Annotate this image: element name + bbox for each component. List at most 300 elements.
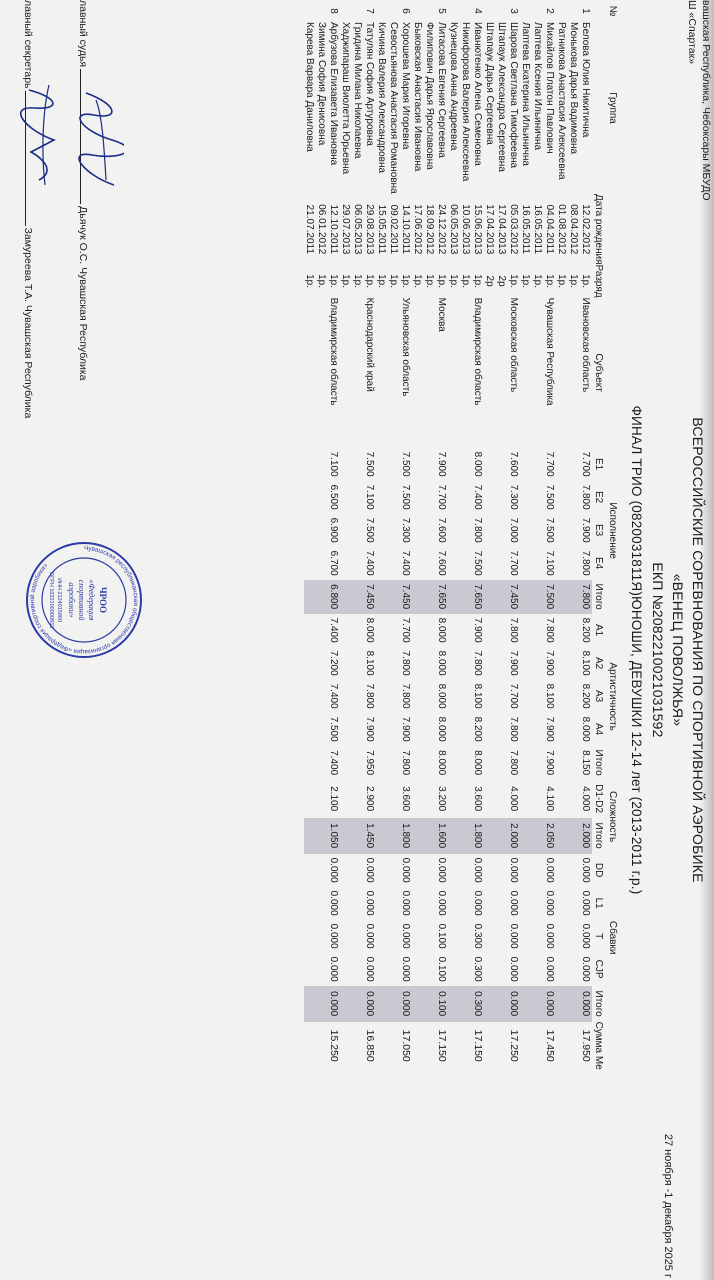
empty-cell xyxy=(388,746,400,780)
empty-cell xyxy=(304,920,316,953)
empty-cell xyxy=(376,647,388,680)
team-subject: Владимирская область xyxy=(328,297,340,406)
athlete-rank: 1р. xyxy=(340,274,352,289)
empty-cell xyxy=(460,986,472,1022)
empty-cell xyxy=(304,481,316,514)
empty-cell xyxy=(304,514,316,547)
empty-cell xyxy=(304,854,316,887)
empty-cell xyxy=(340,1022,352,1070)
empty-cell xyxy=(424,647,436,680)
exec-score: 7.600 xyxy=(508,451,520,477)
empty-cell xyxy=(484,647,496,680)
empty-cell xyxy=(316,0,328,22)
deduction-t: 0.000 xyxy=(544,923,556,949)
empty-cell xyxy=(520,298,532,448)
deduction-t: 0.000 xyxy=(508,923,520,949)
exec-score: 7.800 xyxy=(580,550,592,576)
deduction-total: 0.000 xyxy=(364,986,376,1022)
empty-cell xyxy=(316,580,328,614)
empty-cell xyxy=(376,0,388,22)
team-number: 1 xyxy=(580,8,592,14)
empty-cell xyxy=(568,780,580,818)
empty-cell xyxy=(556,818,568,854)
empty-cell xyxy=(388,887,400,920)
diff-group-header: Сложность xyxy=(607,791,619,843)
header-row-groups xyxy=(606,0,620,1070)
empty-cell xyxy=(412,647,424,680)
table-row xyxy=(376,0,388,1070)
table-row xyxy=(556,0,568,1070)
empty-cell xyxy=(412,780,424,818)
chief-secretary-name: Замуреева Т.А. Чувашская Республика xyxy=(22,227,34,419)
empty-cell xyxy=(340,818,352,854)
exec-score: 7.700 xyxy=(508,550,520,576)
athlete-rank: 1р. xyxy=(412,274,424,289)
empty-cell xyxy=(316,614,328,647)
table-row xyxy=(400,0,412,1070)
empty-cell xyxy=(448,547,460,580)
empty-cell xyxy=(556,746,568,780)
empty-cell xyxy=(352,680,364,713)
athlete-name: Штапаук Александра Сергеевна xyxy=(496,22,508,172)
empty-cell xyxy=(484,713,496,746)
chief-secretary-label: лавный секретарь xyxy=(22,0,34,89)
difficulty-total: 2.050 xyxy=(544,818,556,854)
art-score: 8.100 xyxy=(472,683,484,709)
exec-score: 6.900 xyxy=(328,517,340,543)
empty-cell xyxy=(496,887,508,920)
empty-cell xyxy=(448,780,460,818)
art-score: 7.800 xyxy=(400,650,412,676)
empty-cell xyxy=(556,986,568,1022)
table-row xyxy=(484,0,496,1070)
empty-cell xyxy=(484,0,496,22)
empty-cell xyxy=(424,953,436,986)
empty-cell xyxy=(532,481,544,514)
deduction-cjp: 0.000 xyxy=(400,956,412,982)
art-score: 7.800 xyxy=(364,683,376,709)
empty-cell xyxy=(304,680,316,713)
empty-cell xyxy=(556,481,568,514)
empty-cell xyxy=(460,818,472,854)
empty-cell xyxy=(532,514,544,547)
art-total: 7.900 xyxy=(544,750,556,776)
empty-cell xyxy=(424,580,436,614)
empty-cell xyxy=(376,680,388,713)
art-score: 8.000 xyxy=(580,716,592,742)
athlete-rank: 2р xyxy=(496,275,508,287)
empty-cell xyxy=(520,920,532,953)
empty-cell xyxy=(376,448,388,481)
sub-diff-total: Итого xyxy=(593,822,605,849)
empty-cell xyxy=(484,614,496,647)
empty-cell xyxy=(460,953,472,986)
athlete-name: Кичина Валерия Александровна xyxy=(376,22,388,174)
empty-cell xyxy=(520,854,532,887)
empty-cell xyxy=(520,780,532,818)
team-sum: 17.050 xyxy=(400,1029,413,1062)
empty-cell xyxy=(532,647,544,680)
empty-cell xyxy=(304,746,316,780)
table-row xyxy=(508,0,520,1070)
empty-cell xyxy=(520,713,532,746)
empty-cell xyxy=(460,298,472,448)
deduction-l1: 0.000 xyxy=(436,890,448,916)
empty-cell xyxy=(496,647,508,680)
empty-cell xyxy=(352,854,364,887)
exec-score: 7.600 xyxy=(436,550,448,576)
empty-cell xyxy=(484,746,496,780)
empty-cell xyxy=(388,953,400,986)
empty-cell xyxy=(520,614,532,647)
competition-title: ВСЕРОССИЙСКИЕ СОРЕВНОВАНИЯ ПО СПОРТИВНОЙ АЭРОБИКЕ xyxy=(690,417,706,883)
empty-cell xyxy=(304,547,316,580)
sub-a4: A4 xyxy=(593,723,605,736)
athlete-rank: 2р xyxy=(484,275,496,287)
deduction-total: 0.100 xyxy=(436,986,448,1022)
empty-cell xyxy=(424,780,436,818)
empty-cell xyxy=(568,986,580,1022)
art-score: 7.400 xyxy=(328,683,340,709)
deduction-t: 0.100 xyxy=(436,923,448,949)
empty-cell xyxy=(520,580,532,614)
team-number: 7 xyxy=(364,8,376,14)
athlete-name: Белова Юлия Никитична xyxy=(580,22,592,138)
athlete-name: Монькова Дарья Вадимовна xyxy=(568,22,580,155)
athlete-birth-date: 29.08.2013 xyxy=(364,204,376,255)
empty-cell xyxy=(376,986,388,1022)
exec-score: 7.500 xyxy=(400,451,412,477)
art-score: 8.200 xyxy=(580,617,592,643)
art-score: 8.100 xyxy=(364,650,376,676)
empty-cell xyxy=(532,818,544,854)
team-number: 3 xyxy=(508,8,520,14)
empty-cell xyxy=(556,298,568,448)
empty-cell xyxy=(304,580,316,614)
athlete-rank: 1р. xyxy=(520,274,532,289)
empty-cell xyxy=(388,1022,400,1070)
table-row xyxy=(328,0,340,1070)
difficulty-d1d2: 4.000 xyxy=(508,786,520,812)
empty-cell xyxy=(556,1022,568,1070)
signatures-block xyxy=(19,0,129,900)
empty-cell xyxy=(352,887,364,920)
exec-group-header: Исполнение xyxy=(607,502,619,559)
table-row xyxy=(364,0,376,1070)
empty-cell xyxy=(316,854,328,887)
athlete-birth-date: 16.05.2011 xyxy=(532,204,544,254)
col-subject-label: Субъект xyxy=(593,353,605,392)
header-row-sub xyxy=(592,0,606,1070)
athlete-birth-date: 06.05.2013 xyxy=(448,204,460,255)
deduction-cjp: 0.100 xyxy=(436,956,448,982)
empty-cell xyxy=(448,298,460,448)
athlete-birth-date: 16.05.2011 xyxy=(520,204,532,254)
sub-a2: A2 xyxy=(593,657,605,670)
exec-score: 7.100 xyxy=(544,550,556,576)
athlete-name: Севостьянова Анастасия Романовна xyxy=(388,22,400,194)
empty-cell xyxy=(316,746,328,780)
empty-cell xyxy=(376,780,388,818)
table-row xyxy=(460,0,472,1070)
empty-cell xyxy=(568,713,580,746)
col-sum-label: Сумма Ме xyxy=(593,1021,605,1070)
table-row xyxy=(412,0,424,1070)
deduction-l1: 0.000 xyxy=(508,890,520,916)
empty-cell xyxy=(340,0,352,22)
empty-cell xyxy=(304,298,316,448)
empty-cell xyxy=(568,1022,580,1070)
deduction-l1: 0.000 xyxy=(544,890,556,916)
event-title: ФИНАЛ ТРИО (0820031811Я)ЮНОШИ, ДЕВУШКИ 12-14 лет (2013-2011 г.р.) xyxy=(629,405,644,895)
table-row xyxy=(544,0,556,1070)
empty-cell xyxy=(424,854,436,887)
empty-cell xyxy=(484,986,496,1022)
art-total: 8.000 xyxy=(472,750,484,776)
empty-cell xyxy=(496,1022,508,1070)
exec-total: 7.500 xyxy=(544,580,556,614)
art-score: 7.900 xyxy=(544,650,556,676)
athlete-rank: 1р. xyxy=(316,274,328,289)
art-score: 7.900 xyxy=(400,716,412,742)
athlete-name: Михайлов Платон Павлович xyxy=(544,22,556,154)
empty-cell xyxy=(412,680,424,713)
empty-cell xyxy=(304,647,316,680)
athlete-birth-date: 06.05.2013 xyxy=(352,204,364,255)
team-sum: 16.850 xyxy=(364,1029,377,1062)
empty-cell xyxy=(460,920,472,953)
sub-e2: E2 xyxy=(593,491,605,504)
exec-score: 7.800 xyxy=(472,517,484,543)
competition-name: «ВЕНЕЦ ПОВОЛЖЬЯ» xyxy=(670,573,686,727)
empty-cell xyxy=(532,887,544,920)
deduction-total: 0.000 xyxy=(508,986,520,1022)
art-score: 8.200 xyxy=(580,683,592,709)
empty-cell xyxy=(424,481,436,514)
col-birth-header xyxy=(606,194,620,265)
empty-cell xyxy=(424,887,436,920)
athlete-rank: 1р. xyxy=(556,274,568,289)
art-score: 8.000 xyxy=(436,650,448,676)
table-row xyxy=(532,0,544,1070)
deduction-cjp: 0.300 xyxy=(472,956,484,982)
art-score: 7.800 xyxy=(544,617,556,643)
empty-cell xyxy=(460,481,472,514)
stamp-center-4: аэробики» xyxy=(67,582,76,618)
team-number: 2 xyxy=(544,8,556,14)
empty-cell xyxy=(340,713,352,746)
athlete-rank: 1р. xyxy=(508,274,520,289)
exec-score: 7.900 xyxy=(580,517,592,543)
sub-art-total: Итого xyxy=(593,749,605,776)
exec-score: 7.800 xyxy=(580,484,592,510)
empty-cell xyxy=(532,580,544,614)
athlete-birth-date: 17.04.2013 xyxy=(484,204,496,255)
empty-cell xyxy=(316,713,328,746)
empty-cell xyxy=(496,780,508,818)
empty-cell xyxy=(568,920,580,953)
empty-cell xyxy=(424,547,436,580)
empty-cell xyxy=(388,920,400,953)
empty-cell xyxy=(388,580,400,614)
exec-score: 7.500 xyxy=(544,517,556,543)
art-score: 8.000 xyxy=(436,716,448,742)
empty-cell xyxy=(340,953,352,986)
empty-cell xyxy=(484,680,496,713)
empty-cell xyxy=(304,887,316,920)
empty-cell xyxy=(412,746,424,780)
empty-cell xyxy=(556,887,568,920)
athlete-rank: 1р. xyxy=(388,274,400,289)
empty-cell xyxy=(316,887,328,920)
empty-cell xyxy=(388,547,400,580)
team-sum: 15.250 xyxy=(328,1029,341,1062)
empty-cell xyxy=(304,448,316,481)
art-score: 7.700 xyxy=(400,617,412,643)
empty-cell xyxy=(316,986,328,1022)
empty-cell xyxy=(352,448,364,481)
empty-cell xyxy=(316,953,328,986)
table-row xyxy=(340,0,352,1070)
empty-cell xyxy=(568,887,580,920)
empty-cell xyxy=(496,448,508,481)
empty-cell xyxy=(352,1022,364,1070)
deduction-dd: 0.000 xyxy=(472,857,484,883)
empty-cell xyxy=(496,953,508,986)
empty-cell xyxy=(532,298,544,448)
secretary-signature-scribble xyxy=(19,80,69,190)
empty-cell xyxy=(520,953,532,986)
empty-cell xyxy=(532,953,544,986)
empty-cell xyxy=(496,580,508,614)
difficulty-total: 1.450 xyxy=(364,818,376,854)
empty-cell xyxy=(568,580,580,614)
empty-cell xyxy=(484,780,496,818)
empty-cell xyxy=(412,298,424,448)
art-total: 8.000 xyxy=(436,750,448,776)
empty-cell xyxy=(448,746,460,780)
table-row xyxy=(304,0,316,1070)
empty-cell xyxy=(460,680,472,713)
athlete-birth-date: 15.05.2011 xyxy=(376,204,388,254)
empty-cell xyxy=(532,547,544,580)
deduction-cjp: 0.000 xyxy=(544,956,556,982)
empty-cell xyxy=(556,680,568,713)
art-score: 7.900 xyxy=(472,617,484,643)
athlete-rank: 1р. xyxy=(436,274,448,289)
empty-cell xyxy=(412,1022,424,1070)
empty-cell xyxy=(520,1022,532,1070)
chief-judge-label: лавный судья xyxy=(77,0,89,68)
empty-cell xyxy=(460,580,472,614)
empty-cell xyxy=(448,887,460,920)
empty-cell xyxy=(316,818,328,854)
art-score: 7.900 xyxy=(364,716,376,742)
empty-cell xyxy=(556,514,568,547)
empty-cell xyxy=(388,298,400,448)
empty-cell xyxy=(556,0,568,22)
empty-cell xyxy=(484,953,496,986)
athlete-name: Зимина София Денисовна xyxy=(316,22,328,146)
exec-score: 7.100 xyxy=(328,451,340,477)
empty-cell xyxy=(340,580,352,614)
exec-score: 7.500 xyxy=(472,550,484,576)
ekp-number: ЕКП №2082210021031592 xyxy=(650,562,666,738)
empty-cell xyxy=(568,481,580,514)
athlete-birth-date: 15.06.2013 xyxy=(472,204,484,255)
exec-total: 7.650 xyxy=(436,580,448,614)
deduction-cjp: 0.000 xyxy=(508,956,520,982)
empty-cell xyxy=(556,713,568,746)
empty-cell xyxy=(304,953,316,986)
deduction-t: 0.000 xyxy=(364,923,376,949)
table-row xyxy=(424,0,436,1070)
athlete-rank: 1р. xyxy=(400,274,412,289)
athlete-name: Карева Варвара Даниловна xyxy=(304,22,316,152)
empty-cell xyxy=(352,514,364,547)
organizer-school: Ш «Спартак» xyxy=(686,0,698,65)
art-total: 7.950 xyxy=(364,750,376,776)
athlete-rank: 1р. xyxy=(364,274,376,289)
empty-cell xyxy=(340,514,352,547)
art-total: 7.400 xyxy=(328,750,340,776)
empty-cell xyxy=(484,920,496,953)
deduction-dd: 0.000 xyxy=(400,857,412,883)
stamp-center-1: ЧРОО xyxy=(98,586,108,614)
empty-cell xyxy=(352,647,364,680)
sub-e3: E3 xyxy=(593,524,605,537)
empty-cell xyxy=(340,298,352,448)
table-row xyxy=(496,0,508,1070)
art-group-header: Артистичность xyxy=(607,662,619,731)
athlete-name: Лаптева Екатерина Ильинична xyxy=(520,22,532,166)
athlete-name: Арбузова Елизавета Ивановна xyxy=(328,22,340,166)
difficulty-d1d2: 4.000 xyxy=(580,786,592,812)
empty-cell xyxy=(568,514,580,547)
exec-score: 7.700 xyxy=(436,484,448,510)
empty-cell xyxy=(568,0,580,22)
team-number: 8 xyxy=(328,8,340,14)
empty-cell xyxy=(568,953,580,986)
col-subject-header xyxy=(606,298,620,448)
empty-cell xyxy=(484,887,496,920)
empty-cell xyxy=(376,1022,388,1070)
empty-cell xyxy=(352,547,364,580)
empty-cell xyxy=(496,514,508,547)
exec-score: 7.900 xyxy=(436,451,448,477)
empty-cell xyxy=(460,448,472,481)
empty-cell xyxy=(448,580,460,614)
empty-cell xyxy=(424,986,436,1022)
empty-cell xyxy=(484,580,496,614)
stamp-inn: ИНН 2124015860 xyxy=(56,577,62,623)
difficulty-d1d2: 4.100 xyxy=(544,786,556,812)
empty-cell xyxy=(460,713,472,746)
exec-score: 7.500 xyxy=(400,484,412,510)
exec-score: 7.500 xyxy=(364,451,376,477)
athlete-birth-date: 14.10.2011 xyxy=(400,204,412,254)
organization-stamp xyxy=(24,540,144,660)
deduction-cjp: 0.000 xyxy=(328,956,340,982)
empty-cell xyxy=(484,547,496,580)
empty-cell xyxy=(556,920,568,953)
team-sum: 17.950 xyxy=(580,1029,593,1062)
empty-cell xyxy=(532,920,544,953)
difficulty-d1d2: 2.100 xyxy=(328,786,340,812)
art-total: 7.800 xyxy=(508,750,520,776)
empty-cell xyxy=(316,298,328,448)
difficulty-d1d2: 2.900 xyxy=(364,786,376,812)
